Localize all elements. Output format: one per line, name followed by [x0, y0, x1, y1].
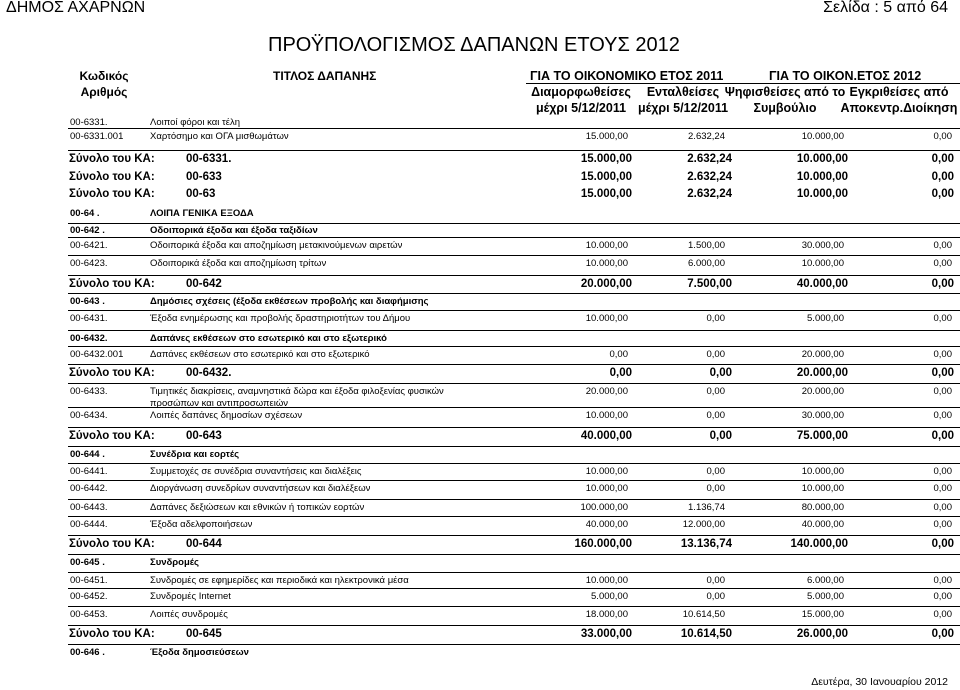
row-description: 00-643 [186, 430, 222, 442]
row-value-adjusted: 0,00 [609, 367, 632, 379]
row-code: 00-645 . [70, 557, 105, 568]
row-code: 00-6441. [70, 466, 108, 477]
row-value-voted: 5.000,00 [807, 591, 844, 602]
row-divider [68, 427, 960, 428]
row-value-adjusted: 10.000,00 [585, 313, 628, 324]
code-header-line2: Αριθμός [80, 85, 128, 99]
row-description: Οδοιπορικά έξοδα και αποζημίωση μετακινούμενων αιρετών [150, 240, 403, 251]
row-value-committed: 13.136,74 [680, 538, 732, 550]
row-value-approved: 0,00 [931, 153, 954, 165]
row-value-approved: 0,00 [931, 430, 954, 442]
col1-header-line1: Διαμορφωθείσες [531, 85, 631, 99]
row-value-adjusted: 15.000,00 [580, 171, 632, 183]
table-row [0, 313, 960, 331]
row-value-adjusted: 10.000,00 [585, 575, 628, 586]
row-value-voted: 10.000,00 [801, 258, 844, 269]
group-2011-header: ΓΙΑ ΤΟ ΟΙΚΟΝΟΜΙΚΟ ΕΤΟΣ 2011 [530, 69, 724, 83]
row-value-approved: 0,00 [931, 628, 954, 640]
row-description: ΛΟΙΠΑ ΓΕΝΙΚΑ ΕΞΟΔΑ [150, 208, 254, 219]
row-description: Λοιποί φόροι και τέλη [150, 117, 240, 128]
row-description: Τιμητικές διακρίσεις, αναμνηστικά δώρα και έξοδα φιλοξενίας φυσικών [150, 386, 444, 397]
footer-date: Δευτέρα, 30 Ιανουαρίου 2012 [811, 676, 948, 688]
row-value-adjusted: 15.000,00 [580, 188, 632, 200]
row-divider [68, 446, 960, 447]
row-description: Διοργάνωση συνεδρίων συναντήσεων και διαλέξεων [150, 483, 371, 494]
row-value-committed: 0,00 [706, 386, 725, 397]
table-row [0, 386, 960, 409]
table-row [0, 131, 960, 149]
row-value-approved: 0,00 [933, 609, 952, 620]
row-value-voted: 80.000,00 [801, 502, 844, 513]
col4-header [838, 84, 960, 116]
code-header-line1: Κωδικός [79, 69, 129, 83]
row-description: 00-6331. [186, 153, 232, 165]
row-value-adjusted: 18.000,00 [585, 609, 628, 620]
page-title: ΠΡΟΫΠΟΛΟΓΙΣΜΟΣ ΔΑΠΑΝΩΝ ΕΤΟΥΣ 2012 [268, 34, 680, 56]
row-divider [68, 407, 960, 408]
row-code: Σύνολο του ΚΑ: [69, 628, 155, 640]
row-code: 00-6443. [70, 502, 108, 513]
row-description: 00-63 [186, 188, 216, 200]
row-value-committed: 2.632,24 [687, 153, 732, 165]
row-value-committed: 2.632,24 [687, 188, 732, 200]
col1-header-line2: μέχρι 5/12/2011 [535, 101, 627, 115]
row-divider [68, 275, 960, 276]
row-divider [68, 572, 960, 573]
row-value-voted: 10.000,00 [796, 171, 848, 183]
row-description: 00-645 [186, 628, 222, 640]
row-value-approved: 0,00 [933, 313, 952, 324]
row-code: 00-6442. [70, 483, 108, 494]
row-code: 00-6444. [70, 519, 108, 530]
col2-header-line2: μέχρι 5/12/2011 [637, 101, 729, 115]
row-value-adjusted: 10.000,00 [585, 240, 628, 251]
row-description: 00-6432. [186, 367, 232, 379]
page-number: Σελίδα : 5 από 64 [823, 0, 948, 16]
row-description: Δαπάνες δεξιώσεων και εθνικών ή τοπικών εορτών [150, 502, 365, 513]
row-value-adjusted: 40.000,00 [580, 430, 632, 442]
row-code: Σύνολο του ΚΑ: [69, 367, 155, 379]
row-code: 00-642 . [70, 225, 105, 236]
row-code: 00-64 . [70, 208, 100, 219]
row-value-voted: 20.000,00 [801, 349, 844, 360]
row-description: Οδοιπορικά έξοδα και αποζημίωση τρίτων [150, 258, 327, 269]
row-description: Λοιπές συνδρομές [150, 609, 228, 620]
row-divider [68, 383, 960, 384]
row-value-committed: 0,00 [709, 367, 732, 379]
row-value-committed: 0,00 [706, 313, 725, 324]
row-description: Δημόσιες σχέσεις (έξοδα εκθέσεων προβολής και διαφήμισης [150, 296, 429, 307]
row-value-committed: 10.614,50 [680, 628, 732, 640]
row-value-adjusted: 33.000,00 [580, 628, 632, 640]
total-row [0, 188, 960, 206]
row-value-approved: 0,00 [933, 483, 952, 494]
row-divider [68, 150, 960, 151]
row-value-committed: 0,00 [706, 349, 725, 360]
row-value-voted: 10.000,00 [796, 153, 848, 165]
row-description: Λοιπές δαπάνες δημοσίων σχέσεων [150, 410, 303, 421]
row-divider [68, 310, 960, 311]
row-description: 00-642 [186, 278, 222, 290]
row-value-voted: 140.000,00 [790, 538, 848, 550]
section-row [0, 449, 960, 467]
row-value-adjusted: 10.000,00 [585, 410, 628, 421]
col4-header-line2: Αποκεντρ.Διοίκηση [840, 101, 958, 115]
row-value-approved: 0,00 [933, 519, 952, 530]
row-value-committed: 0,00 [706, 483, 725, 494]
row-divider [68, 644, 960, 645]
row-value-adjusted: 100.000,00 [580, 502, 628, 513]
table-row [0, 410, 960, 428]
col4-header-line1: Εγκριθείσες από [849, 85, 949, 99]
row-value-adjusted: 10.000,00 [585, 466, 628, 477]
row-code: Σύνολο του ΚΑ: [69, 278, 155, 290]
row-value-committed: 12.000,00 [682, 519, 725, 530]
row-description: Οδοιπορικά έξοδα και έξοδα ταξιδίων [150, 225, 318, 236]
row-value-approved: 0,00 [931, 367, 954, 379]
row-code: Σύνολο του ΚΑ: [69, 538, 155, 550]
row-value-adjusted: 160.000,00 [574, 538, 632, 550]
row-value-adjusted: 10.000,00 [585, 258, 628, 269]
row-value-approved: 0,00 [931, 171, 954, 183]
row-description: Συμμετοχές σε συνέδρια συναντήσεις και διαλέξεις [150, 466, 362, 477]
row-code: 00-6453. [70, 609, 108, 620]
col2-header-line1: Ενταλθείσες [646, 85, 720, 99]
col1-header [526, 84, 636, 116]
row-code: 00-644 . [70, 449, 105, 460]
row-divider [68, 346, 960, 347]
row-value-approved: 0,00 [933, 386, 952, 397]
row-value-approved: 0,00 [933, 349, 952, 360]
row-value-adjusted: 10.000,00 [585, 483, 628, 494]
col3-header-line1: Ψηφισθείσες από το [724, 85, 846, 99]
row-description: Συνδρομές Internet [150, 591, 231, 602]
row-divider [68, 535, 960, 536]
row-divider [68, 223, 960, 224]
row-description: Συνδρομές σε εφημερίδες και περιοδικά και ηλεκτρονικά μέσα [150, 575, 409, 586]
row-description-line2: προσώπων και αντιπροσωπειών [150, 398, 289, 409]
row-value-adjusted: 0,00 [609, 349, 628, 360]
table-row [0, 502, 960, 520]
row-description: Συνέδρια και εορτές [150, 449, 240, 460]
row-description: Έξοδα αδελφοποιήσεων [150, 519, 253, 530]
group-2011-rule [526, 83, 738, 84]
row-divider [68, 364, 960, 365]
row-value-voted: 20.000,00 [801, 386, 844, 397]
row-value-committed: 1.136,74 [688, 502, 725, 513]
row-divider [68, 625, 960, 626]
row-value-approved: 0,00 [933, 502, 952, 513]
row-description: Συνδρομές [150, 557, 199, 568]
row-value-committed: 0,00 [709, 430, 732, 442]
row-value-committed: 0,00 [706, 591, 725, 602]
row-code: 00-6432.001 [70, 349, 124, 360]
total-row [0, 171, 960, 189]
row-value-adjusted: 15.000,00 [585, 131, 628, 142]
table-row [0, 258, 960, 276]
row-value-approved: 0,00 [933, 410, 952, 421]
row-value-committed: 2.632,24 [688, 131, 725, 142]
row-value-committed: 0,00 [706, 466, 725, 477]
group-2012-header: ΓΙΑ ΤΟ ΟΙΚΟΝ.ΕΤΟΣ 2012 [769, 69, 922, 83]
row-value-voted: 40.000,00 [796, 278, 848, 290]
row-divider [68, 463, 960, 464]
row-description: Δαπάνες εκθέσεων στο εσωτερικό και στο εξωτερικό [150, 333, 387, 344]
row-value-voted: 10.000,00 [796, 188, 848, 200]
row-code: 00-6451. [70, 575, 108, 586]
row-divider [68, 330, 960, 331]
row-value-voted: 30.000,00 [801, 410, 844, 421]
row-value-voted: 20.000,00 [796, 367, 848, 379]
row-description: Έξοδα ενημέρωσης και προβολής δραστηριοτήτων του Δήμου [150, 313, 411, 324]
row-code: Σύνολο του ΚΑ: [69, 171, 155, 183]
section-row [0, 296, 960, 314]
title-header: ΤΙΤΛΟΣ ΔΑΠΑΝΗΣ [273, 69, 377, 83]
row-value-approved: 0,00 [931, 278, 954, 290]
row-value-voted: 75.000,00 [796, 430, 848, 442]
row-code: 00-6433. [70, 386, 108, 397]
row-value-voted: 26.000,00 [796, 628, 848, 640]
row-value-voted: 30.000,00 [801, 240, 844, 251]
row-description: Έξοδα δημοσιεύσεων [150, 647, 249, 658]
row-divider [68, 255, 960, 256]
col3-header [720, 84, 850, 116]
municipality-name: ΔΗΜΟΣ ΑΧΑΡΝΩΝ [6, 0, 146, 16]
row-value-adjusted: 15.000,00 [580, 153, 632, 165]
table-row [0, 466, 960, 484]
row-divider [68, 554, 960, 555]
row-value-committed: 6.000,00 [688, 258, 725, 269]
row-value-adjusted: 20.000,00 [580, 278, 632, 290]
row-value-voted: 10.000,00 [801, 483, 844, 494]
row-value-voted: 10.000,00 [801, 131, 844, 142]
row-value-committed: 10.614,50 [682, 609, 725, 620]
row-value-committed: 1.500,00 [688, 240, 725, 251]
row-code: 00-6421. [70, 240, 108, 251]
row-code: 00-6423. [70, 258, 108, 269]
row-description: 00-644 [186, 538, 222, 550]
row-value-approved: 0,00 [933, 466, 952, 477]
row-value-approved: 0,00 [933, 591, 952, 602]
row-divider [68, 588, 960, 589]
row-code: 00-6331.001 [70, 131, 124, 142]
row-value-approved: 0,00 [933, 131, 952, 142]
row-value-committed: 0,00 [706, 575, 725, 586]
row-value-committed: 7.500,00 [687, 278, 732, 290]
row-value-voted: 6.000,00 [807, 575, 844, 586]
row-value-approved: 0,00 [931, 188, 954, 200]
row-code: Σύνολο του ΚΑ: [69, 188, 155, 200]
row-code: Σύνολο του ΚΑ: [69, 430, 155, 442]
row-value-voted: 15.000,00 [801, 609, 844, 620]
row-code: 00-646 . [70, 647, 105, 658]
row-code: Σύνολο του ΚΑ: [69, 153, 155, 165]
row-value-approved: 0,00 [933, 575, 952, 586]
row-value-adjusted: 5.000,00 [591, 591, 628, 602]
row-divider [68, 499, 960, 500]
row-divider [68, 237, 960, 238]
row-value-voted: 40.000,00 [801, 519, 844, 530]
group-2012-rule [734, 83, 960, 84]
row-description: Χαρτόσημο και ΟΓΑ μισθωμάτων [150, 131, 289, 142]
row-value-committed: 2.632,24 [687, 171, 732, 183]
row-value-approved: 0,00 [931, 538, 954, 550]
row-value-approved: 0,00 [933, 240, 952, 251]
row-divider [68, 516, 960, 517]
row-divider [68, 128, 960, 129]
row-divider [68, 480, 960, 481]
row-value-committed: 0,00 [706, 410, 725, 421]
row-description: 00-633 [186, 171, 222, 183]
row-value-adjusted: 20.000,00 [585, 386, 628, 397]
row-code: 00-643 . [70, 296, 105, 307]
section-row [0, 647, 960, 665]
row-code: 00-6452. [70, 591, 108, 602]
row-value-approved: 0,00 [933, 258, 952, 269]
row-description: Δαπάνες εκθέσεων στο εσωτερικό και στο εξωτερικό [150, 349, 370, 360]
row-divider [68, 293, 960, 294]
row-code: 00-6431. [70, 313, 108, 324]
row-value-voted: 10.000,00 [801, 466, 844, 477]
row-code: 00-6432. [70, 333, 108, 344]
row-code: 00-6331. [70, 117, 108, 128]
row-value-adjusted: 40.000,00 [585, 519, 628, 530]
row-code: 00-6434. [70, 410, 108, 421]
row-value-voted: 5.000,00 [807, 313, 844, 324]
code-header [74, 68, 134, 100]
col3-header-line2: Συμβούλιο [753, 101, 817, 115]
row-divider [68, 606, 960, 607]
total-row [0, 153, 960, 171]
